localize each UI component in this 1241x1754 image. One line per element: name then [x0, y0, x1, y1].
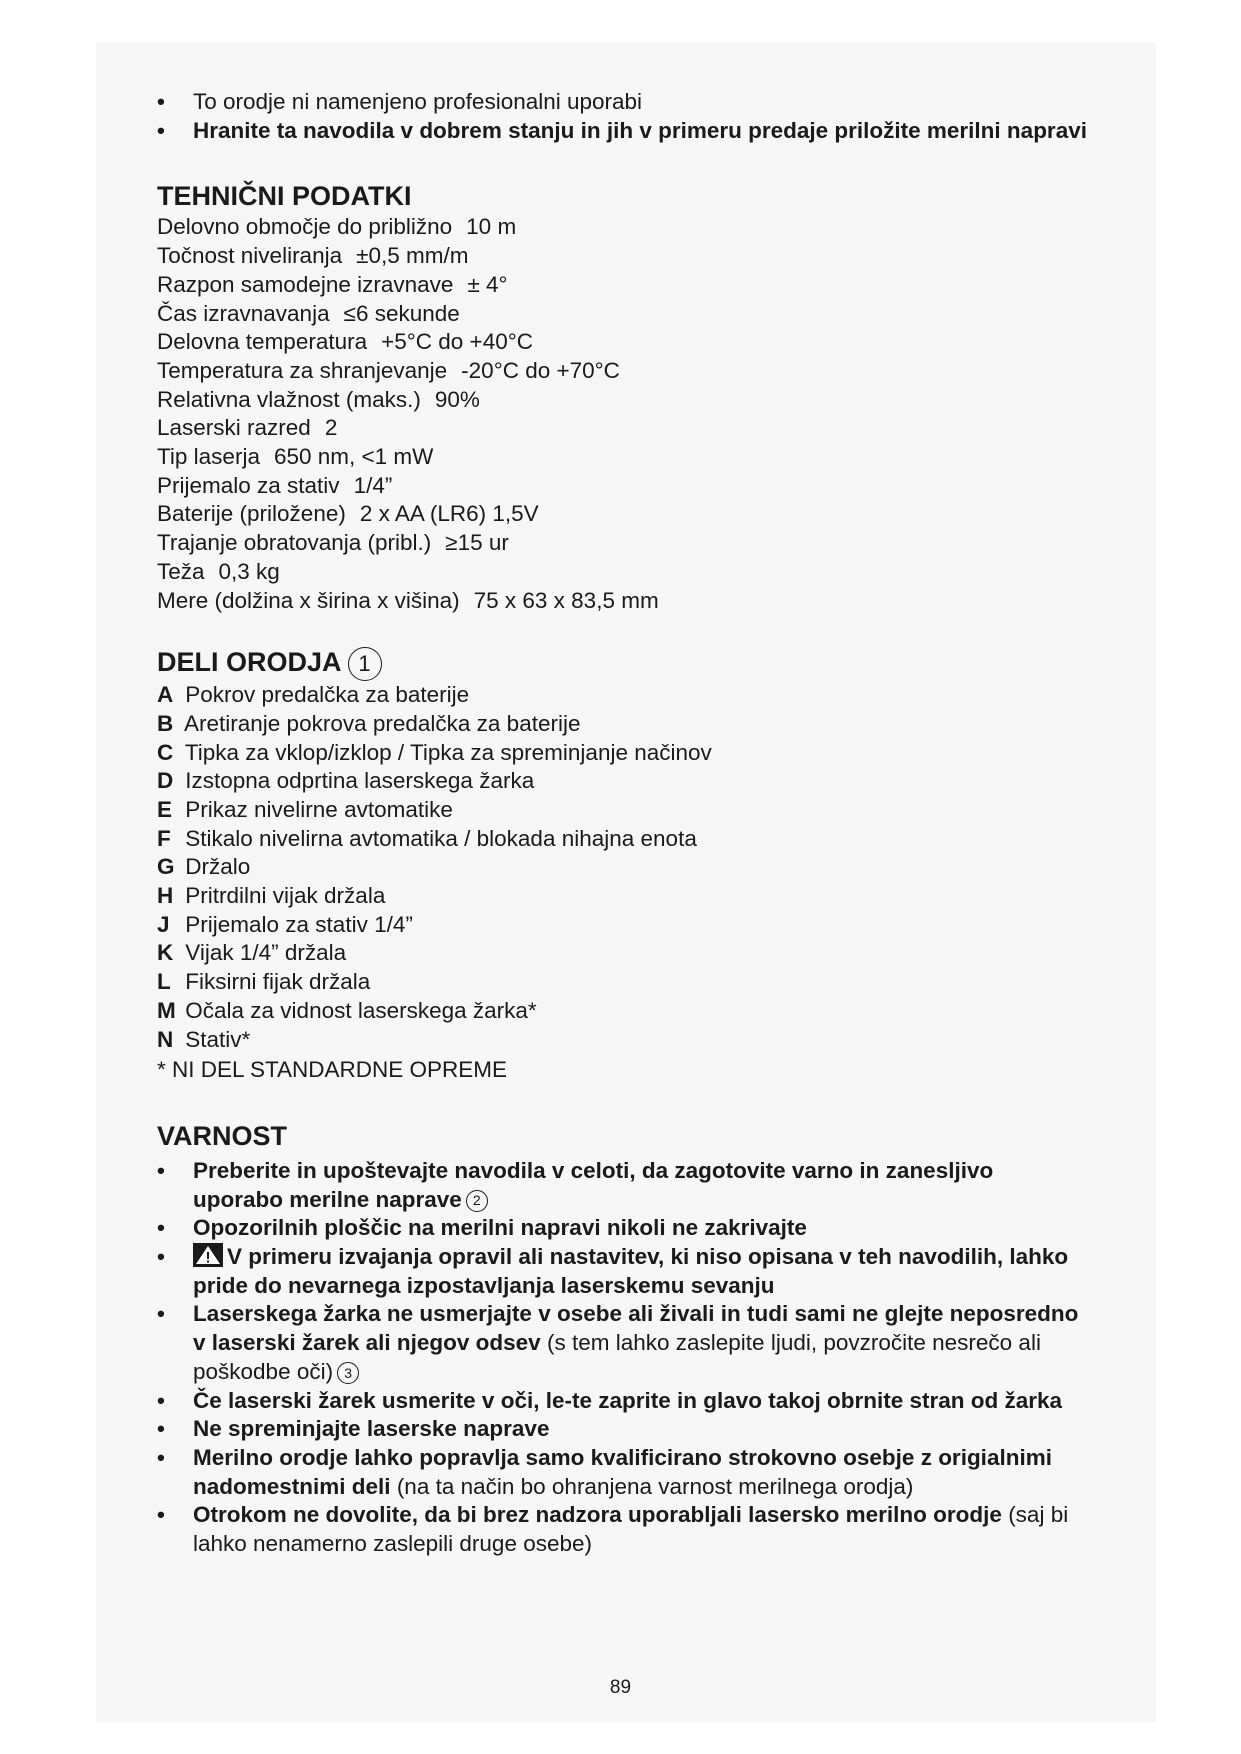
intro-bullet: • Hranite ta navodila v dobrem stanju in jih v primeru predaje priložite merilni napravi	[157, 117, 1087, 146]
spec-row	[157, 213, 1087, 242]
safety-heading: VARNOST	[157, 1120, 288, 1151]
spec-value: ≤6 sekunde	[343, 300, 460, 326]
spec-value: 10 m	[466, 214, 517, 240]
part-letter: F	[157, 825, 171, 851]
part-label: Stikalo nivelirna avtomatika / blokada nihajna enota	[185, 825, 697, 851]
spec-row	[157, 443, 1087, 472]
part-label: Vijak 1/4” držala	[185, 940, 347, 966]
spec-value: 90%	[434, 386, 480, 412]
part-label: Pritrdilni vijak držala	[185, 883, 386, 909]
part-letter: B	[157, 710, 174, 736]
part-label: Stativ*	[185, 1026, 251, 1052]
spec-label: Trajanje obratovanja (pribl.)	[157, 530, 432, 556]
part-letter: M	[157, 997, 176, 1023]
spec-label: Laserski razred	[157, 415, 311, 441]
part-letter: D	[157, 768, 174, 794]
part-item	[157, 939, 1087, 968]
part-item	[157, 997, 1087, 1026]
spec-value: -20°C do +70°C	[461, 357, 620, 383]
parts-heading: DELI ORODJA 1	[157, 645, 1087, 681]
part-item	[157, 739, 1087, 768]
part-letter: H	[157, 883, 174, 909]
part-item	[157, 853, 1087, 882]
spec-row	[157, 414, 1087, 443]
spec-row	[157, 328, 1087, 357]
part-letter: G	[157, 854, 175, 880]
spec-value: ± 4°	[467, 271, 508, 297]
part-item	[157, 796, 1087, 825]
spec-label: Delovno območje do približno	[157, 214, 453, 240]
part-letter: K	[157, 940, 174, 966]
spec-label: Temperatura za shranjevanje	[157, 357, 448, 383]
spec-label: Razpon samodejne izravnave	[157, 271, 454, 297]
spec-label: Mere (dolžina x širina x višina)	[157, 587, 460, 613]
figure-ref-badge: 1	[348, 647, 382, 681]
spec-row	[157, 271, 1087, 300]
figure-ref-badge: 2	[466, 1190, 488, 1212]
spec-label: Teža	[157, 558, 205, 584]
part-label: Držalo	[185, 854, 251, 880]
part-item	[157, 825, 1087, 854]
spec-label: Delovna temperatura	[157, 329, 368, 355]
spec-value: 1/4”	[353, 472, 393, 498]
tech-heading: TEHNIČNI PODATKI	[157, 181, 412, 212]
safety-bullet: • Ne spreminjajte laserske naprave	[157, 1415, 1087, 1444]
figure-ref-badge: 3	[337, 1362, 359, 1384]
laser-warning-icon	[193, 1243, 223, 1267]
part-item	[157, 1026, 1087, 1055]
part-item	[157, 681, 1087, 710]
part-letter: L	[157, 969, 171, 995]
part-letter: N	[157, 1026, 174, 1052]
part-item	[157, 710, 1087, 739]
safety-bullet: • Merilno orodje lahko popravlja samo kvalificirano strokovno osebje z origialnimi nadomestnimi deli (na ta način bo ohranjena varnost merilnega orodja)	[157, 1444, 1087, 1501]
part-label: Aretiranje pokrova predalčka za baterije	[184, 710, 581, 736]
spec-value: 2 x AA (LR6) 1,5V	[359, 501, 539, 527]
spec-label: Točnost niveliranja	[157, 243, 343, 269]
spec-row	[157, 587, 1087, 616]
spec-label: Čas izravnavanja	[157, 300, 330, 326]
part-letter: C	[157, 739, 174, 765]
parts-list	[157, 681, 1087, 1054]
part-letter: A	[157, 682, 174, 708]
part-item	[157, 968, 1087, 997]
spec-value: ≥15 ur	[445, 530, 509, 556]
part-letter: E	[157, 796, 173, 822]
part-label: Izstopna odprtina laserskega žarka	[185, 768, 535, 794]
spec-value: 75 x 63 x 83,5 mm	[473, 587, 659, 613]
part-item	[157, 882, 1087, 911]
spec-row	[157, 242, 1087, 271]
parts-note: * NI DEL STANDARDNE OPREME	[157, 1057, 508, 1083]
spec-label: Relativna vlažnost (maks.)	[157, 386, 421, 412]
spec-value: +5°C do +40°C	[381, 329, 533, 355]
tech-specs-list	[157, 213, 1087, 615]
safety-bullet: • Opozorilnih ploščic na merilni napravi nikoli ne zakrivajte	[157, 1214, 1087, 1243]
page-content	[157, 88, 1087, 1559]
spec-row	[157, 386, 1087, 415]
spec-row	[157, 357, 1087, 386]
safety-bullet: • Otrokom ne dovolite, da bi brez nadzora uporabljali lasersko merilno orodje (saj bi lahko nenamerno zaslepili druge osebe)	[157, 1501, 1087, 1558]
intro-bullet: • To orodje ni namenjeno profesionalni uporabi	[157, 88, 1087, 117]
safety-bullet: • Če laserski žarek usmerite v oči, le-te zaprite in glavo takoj obrnite stran od žarka	[157, 1387, 1087, 1416]
spec-value: ±0,5 mm/m	[356, 243, 469, 269]
spec-label: Baterije (priložene)	[157, 501, 346, 527]
spec-label: Prijemalo za stativ	[157, 472, 340, 498]
page-number: 89	[609, 1677, 632, 1698]
spec-row	[157, 472, 1087, 501]
part-letter: J	[157, 911, 170, 937]
part-item	[157, 767, 1087, 796]
part-label: Fiksirni fijak držala	[185, 969, 371, 995]
safety-bullets	[157, 1157, 1087, 1559]
spec-value: 0,3 kg	[218, 558, 280, 584]
spec-row	[157, 300, 1087, 329]
part-label: Prijemalo za stativ 1/4”	[185, 911, 413, 937]
spec-row	[157, 500, 1087, 529]
spec-value: 2	[324, 415, 338, 441]
safety-bullet: • Preberite in upoštevajte navodila v celoti, da zagotovite varno in zanesljivo uporabo merilne naprave 2	[157, 1157, 1087, 1214]
spec-value: 650 nm, <1 mW	[273, 444, 434, 470]
part-label: Prikaz nivelirne avtomatike	[185, 796, 453, 822]
safety-bullet: • Laserskega žarka ne usmerjajte v osebe ali živali in tudi sami ne glejte neposredno v laserski žarek ali njegov odsev (s tem lahko zaslepite ljudi, povzročite nesrečo ali poškodbe oči) 3	[157, 1300, 1087, 1386]
safety-bullet: • V primeru izvajanja opravil ali nastavitev, ki niso opisana v teh navodilih, lahko pride do nevarnega izpostavljanja laserskemu sevanju	[157, 1243, 1087, 1300]
part-label: Očala za vidnost laserskega žarka*	[185, 997, 537, 1023]
spec-row	[157, 529, 1087, 558]
part-item	[157, 911, 1087, 940]
spec-row	[157, 558, 1087, 587]
intro-bullets	[157, 88, 1087, 145]
part-label: Pokrov predalčka za baterije	[185, 682, 470, 708]
spec-label: Tip laserja	[157, 444, 260, 470]
part-label: Tipka za vklop/izklop / Tipka za spreminjanje načinov	[184, 739, 712, 765]
